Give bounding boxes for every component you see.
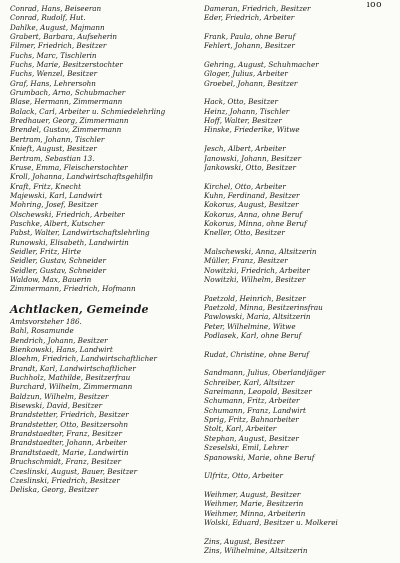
right-column [204, 4, 394, 555]
directory-entry: Weihmer, August, Besitzer [204, 489, 301, 499]
directory-entry: Kirchel, Otto, Arbeiter [204, 181, 286, 191]
directory-entry: Bloehm, Friedrich, Landwirtschaftlicher [10, 354, 157, 364]
directory-entry: Podlasek, Karl, ohne Beruf [204, 331, 302, 341]
directory-entry: Jesch, Albert, Arbeiter [204, 144, 286, 154]
spacer [204, 284, 394, 293]
spacer [10, 294, 200, 303]
directory-entry: Stolt, Karl, Arbeiter [204, 424, 277, 434]
spacer [204, 172, 394, 181]
directory-entry: Kroll, Johanna, Landwirtschaftsgehilfin [10, 172, 153, 182]
directory-entry: Jankowski, Otto, Besitzer [204, 162, 296, 172]
directory-entry: Olschewski, Friedrich, Arbeiter [10, 209, 125, 219]
directory-entry: Bruchschmidt, Franz, Besitzer [10, 457, 122, 467]
section-heading: Achtlacken, Gemeinde [10, 303, 149, 316]
directory-entry: Bredhauer, Georg, Zimmermann [10, 116, 129, 126]
directory-entry: Brandtstaedt, Marie, Landwirtin [10, 447, 129, 457]
directory-entry: Spanowski, Marie, ohne Beruf [204, 452, 315, 462]
directory-entry: Deliska, Georg, Besitzer [10, 485, 99, 495]
directory-entry: Zimmermann, Friedrich, Hofmann [10, 284, 136, 294]
directory-entry: Gehring, August, Schuhmacher [204, 60, 319, 70]
spacer [204, 527, 394, 536]
directory-entry: Brandstetter, Friedrich, Besitzer [10, 410, 129, 420]
directory-entry: Schumann, Franz, Landwirt [204, 405, 306, 415]
directory-entry: Waldow, Max, Bauerin [10, 274, 92, 284]
directory-entry: Stephan, August, Besitzer [204, 433, 299, 443]
directory-entry: Seidler, Gustav, Schneider [10, 256, 106, 266]
directory-entry: Buchholz, Mathilde, Besitzerfrau [10, 373, 131, 383]
directory-entry: Kneller, Otto, Besitzer [204, 228, 285, 238]
directory-entry: Conrad, Hans, Beiseeran [10, 4, 102, 13]
directory-entry: Grabert, Barbara, Aufseherin [10, 32, 118, 42]
directory-entry: Czeslinski, August, Bauer, Besitzer [10, 466, 138, 476]
directory-entry: Pabst, Walter, Landwirtschaftslehrling [10, 228, 150, 238]
directory-entry: Paschke, Albert, Kutscher [10, 218, 105, 228]
directory-entry: Majewski, Karl, Landwirt [10, 190, 103, 200]
directory-entry: Malschewski, Anna, Altsitzerin [204, 246, 317, 256]
directory-entry: Bienkowski, Hans, Landwirt [10, 345, 113, 355]
directory-entry: Zins, Wilhelmine, Altsitzerin [204, 545, 308, 555]
directory-entry: Bertram, Johann, Tischler [10, 134, 105, 144]
page-number: ıoo [366, 0, 382, 10]
directory-entry: Seidler, Fritz, Hirte [10, 246, 81, 256]
directory-entry: Knieft, August, Besitzer [10, 144, 97, 154]
directory-entry: Groebel, Johann, Besitzer [204, 78, 298, 88]
directory-entry: Hack, Otto, Besitzer [204, 97, 278, 107]
directory-entry: Balack, Carl, Arbeiter u. Schmiedelehrling [10, 106, 166, 116]
spacer [204, 340, 394, 349]
directory-entry: Bendrich, Johann, Besitzer [10, 335, 108, 345]
directory-entry: Filmer, Friedrich, Besitzer [10, 41, 107, 51]
directory-entry: Amtsvorsteher 186. [10, 317, 82, 326]
directory-entry: Kraft, Fritz, Knecht [10, 181, 81, 191]
directory-entry: Brendel, Gustav, Zimmermann [10, 125, 122, 135]
directory-entry: Sprig, Fritz, Bahnarbeiter [204, 415, 299, 425]
directory-entry: Müller, Franz, Besitzer [204, 256, 288, 266]
directory-entry: Brandstetter, Otto, Besitzersohn [10, 419, 129, 429]
directory-entry: Brandstaedter, Johann, Arbeiter [10, 438, 127, 448]
directory-entry: Zins, August, Besitzer [204, 536, 285, 546]
spacer [204, 135, 394, 144]
directory-entry: Hoff, Walter, Besitzer [204, 116, 282, 126]
spacer [204, 238, 394, 247]
directory-entry: Kruse, Emma, Fleischerstochter [10, 162, 128, 172]
directory-entry: Sandmann, Julius, Oberlandjäger [204, 368, 326, 378]
directory-entry: Hinske, Friederike, Witwe [204, 125, 300, 135]
directory-entry: Schumann, Fritz, Arbeiter [204, 396, 300, 406]
directory-entry: Brandt, Karl, Landwirtschaftlicher [10, 363, 136, 373]
directory-entry: Paetzold, Minna, Besitzerinsfrau [204, 303, 323, 312]
directory-entry: Grumbach, Arno, Schubmacher [10, 88, 126, 98]
directory-entry: Nowitzki, Friedrich, Arbeiter [204, 265, 310, 275]
directory-entry: Seidler, Gustav, Schneider [10, 265, 106, 275]
directory-entry: Mohring, Josef, Besitzer [10, 200, 98, 210]
spacer [204, 359, 394, 368]
directory-entry: Paetzold, Heinrich, Besitzer [204, 293, 306, 303]
directory-entry: Peter, Wilhelmine, Witwe [204, 321, 296, 331]
directory-entry: Czeslinski, Friedrich, Besitzer [10, 475, 120, 485]
directory-entry: Eder, Friedrich, Arbeiter [204, 13, 295, 23]
directory-entry: Kokorus, Minna, ohne Beruf [204, 218, 307, 228]
directory-entry: Fuchs, Wenzel, Besitzer [10, 69, 98, 79]
directory-entry: Bertram, Sebastian 13. [10, 153, 95, 163]
directory-entry: Gloger, Julius, Arbeiter [204, 69, 288, 79]
directory-entry: Dameran, Friedrich, Besitzer [204, 4, 311, 13]
directory-entry: Conrad, Rudolf, Hut. [10, 13, 86, 23]
directory-entry: Kuhn, Ferdinand, Besitzer [204, 190, 300, 200]
directory-entry: Fuchs, Marc, Tischlerin [10, 50, 97, 60]
directory-entry: Heinz, Johann, Tischler [204, 106, 290, 116]
left-column [10, 4, 200, 495]
directory-entry: Graf, Hans, Lehrersohn [10, 78, 96, 88]
directory-entry: Fuchs, Marie, Besitzerstochter [10, 60, 123, 70]
directory-entry: Weihmer, Marie, Besitzerin [204, 499, 304, 509]
directory-entry: Schreiber, Karl, Altsitzer [204, 377, 295, 387]
directory-entry: Baldzun, Wilhelm, Besitzer [10, 391, 109, 401]
directory-entry: Kokorus, August, Besitzer [204, 200, 299, 210]
directory-entry: Rudat, Christine, ohne Beruf [204, 349, 309, 359]
directory-entry: Bahl, Rosamunde [10, 326, 74, 336]
directory-entry: Szeselski, Emil, Lehrer [204, 443, 289, 453]
directory-entry: Nowitzki, Wilhelm, Besitzer [204, 274, 306, 284]
spacer [204, 51, 394, 60]
directory-entry: Runowski, Elisabeth, Landwirtin [10, 237, 129, 247]
directory-entry: Pawlowski, Maria, Altsitzerin [204, 312, 311, 322]
directory-entry: Burchard, Wilhelm, Zimmermann [10, 382, 133, 392]
directory-entry: Wolski, Eduard, Besitzer u. Molkerei [204, 517, 338, 527]
directory-entry: Dahlke, August, Majmann [10, 22, 105, 32]
spacer [204, 23, 394, 32]
directory-entry: Frank, Paula, ohne Beruf [204, 32, 296, 42]
directory-entry: Brandstaedter, Franz, Besitzer [10, 429, 122, 439]
directory-entry: Fehlert, Johann, Besitzer [204, 41, 295, 51]
directory-entry: Weihmer, Minna, Arbeiterin [204, 508, 306, 518]
directory-entry: Janowski, Johann, Besitzer [204, 153, 302, 163]
directory-entry: Ulfritz, Otto, Arbeiter [204, 471, 283, 481]
directory-entry: Kokorus, Anna, ohne Beruf [204, 209, 303, 219]
spacer [204, 481, 394, 490]
directory-entry: Blase, Hermann, Zimmermann [10, 97, 123, 107]
directory-entry: Bisewski, David, Besitzer [10, 401, 103, 411]
spacer [204, 88, 394, 97]
directory-entry: Sareimann, Leopold, Besitzer [204, 387, 312, 397]
spacer [204, 462, 394, 471]
